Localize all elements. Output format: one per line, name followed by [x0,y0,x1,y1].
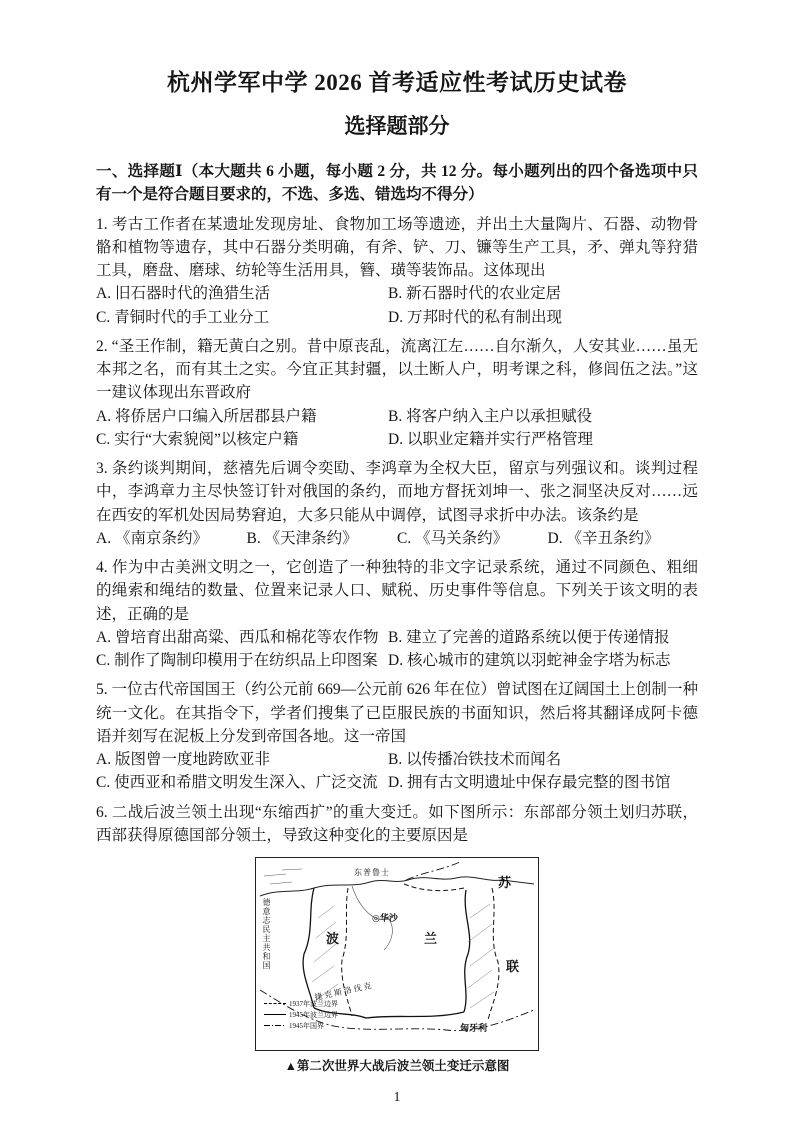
page-number: 1 [393,1090,401,1105]
legend-label: 1945年波兰边界 [289,1010,338,1019]
question-2 [96,335,698,451]
option-a: A. 《南京条约》 [96,529,208,547]
option-a: A. 版图曾一度地跨欧亚非 [96,751,270,768]
option-c: C. 使西亚和希腊文明发生深入、广泛交流 [96,774,378,792]
option-b: B. 将客户纳入主户以承担赋役 [388,407,593,425]
option-a: A. 曾培育出甜高粱、西瓜和棉花等农作物 [96,628,379,646]
map-label-poland-lan: 兰 [424,931,438,946]
section-instructions: 一、选择题Ⅰ（本大题共 6 小题，每小题 2 分，共 12 分。每小题列出的四个备选项中只有一个是符合题目要求的，不选、多选、错选均不得分） [96,163,698,204]
legend-item-1945-national-border [264,1020,338,1031]
option-d: D. 拥有古文明遗址中保存最完整的图书馆 [388,774,671,792]
sea-waves [264,869,302,884]
question-5-options [96,748,698,795]
question-4-options [96,626,698,673]
map-label-poland-bo: 波 [326,931,340,946]
poland-border-1937 [342,884,499,1020]
coastline [260,877,534,896]
legend-line-solid [264,1014,286,1015]
option-a: A. 将侨居户口编入所居郡县户籍 [96,407,317,425]
legend-item-1937-border [264,998,338,1009]
east-prussia-partition [406,862,460,880]
option-b: B. 《天津条约》 [246,529,358,547]
map-label-east-germany: 德意志民主共和国 [262,898,271,970]
option-b: B. 新石器时代的农业定居 [388,285,562,303]
legend-line-dashdot [264,1025,286,1026]
question-4 [96,556,698,672]
legend-item-1945-border [264,1009,338,1020]
question-2-stem: 2. “圣王作制，籍无黄白之别。昔中原丧乱，流离江左……自尔渐久，人安其业……虽无本邦之名，而有其土之实。今宜正其封疆，以土断人户，明考课之科，修闾伍之法。”这一建议体现出东晋政府 [96,337,698,402]
option-c: C. 《马关条约》 [397,529,509,547]
question-5 [96,678,698,794]
question-1-options [96,282,698,329]
option-d: D. 核心城市的建筑以羽蛇神金字塔为标志 [388,652,671,669]
map-label-ussr-su: 苏 [498,875,512,890]
option-d: D. 以职业定籍并实行严格管理 [388,430,593,448]
map-figure [96,857,698,1074]
map-legend [264,998,338,1031]
option-c: C. 实行“大索貌阅”以核定户籍 [96,430,299,448]
section-title: 选择题部分 [344,114,450,138]
question-2-options [96,405,698,452]
option-d: D. 万邦时代的私有制出现 [388,308,562,326]
question-3-options [96,527,698,550]
question-6 [96,801,698,848]
question-5-stem: 5. 一位古代帝国国王（约公元前 669—公元前 626 年在位）曾试图在辽阔国土上创制一种统一文化。在其指令下，学者们搜集了已臣服民族的书面知识，然后将其翻译成阿卡德语并刻写在泥板上分发到帝国各地。这一帝国 [96,681,698,745]
question-4-stem: 4. 作为中古美洲文明之一，它创造了一种独特的非文字记录系统，通过不同颜色、粗细的绳索和绳结的数量、位置来记录人口、赋税、历史事件等信息。下列关于该文明的表述，正确的是 [96,559,698,623]
poland-map [255,857,539,1051]
map-label-czechoslovakia: 捷克斯洛伐克 [313,980,375,1003]
question-1 [96,213,698,329]
option-d: D. 《辛丑条约》 [547,529,660,547]
legend-label: 1937年波兰边界 [289,999,338,1008]
option-a: A. 旧石器时代的渔猎生活 [96,285,270,303]
option-c: C. 青铜时代的手工业分工 [96,308,270,326]
map-label-hungary: 匈牙利 [460,1023,488,1033]
option-b: B. 以传播冶铁技术而闻名 [388,751,562,768]
map-label-east-prussia: 东普鲁士 [354,868,390,877]
map-label-warsaw: ◎华沙 [372,913,398,923]
question-3 [96,457,698,550]
option-b: B. 建立了完善的道路系统以便于传递情报 [388,628,670,646]
page-title: 杭州学军中学 2026 首考适应性考试历史试卷 [167,70,627,95]
option-c: C. 制作了陶制印模用于在纺织品上印图案 [96,652,378,669]
map-label-ussr-lian: 联 [506,959,520,974]
question-6-stem: 6. 二战后波兰领土出现“东缩西扩”的重大变迁。如下图所示：东部部分领土划归苏联，西部获得原德国部分领土，导致这种变化的主要原因是 [96,803,698,844]
question-3-stem: 3. 条约谈判期间，慈禧先后调令奕劻、李鸿章为全权大臣，留京与列强议和。谈判过程中，李鸿章力主尽快签订针对俄国的条约，而地方督抚刘坤一、张之洞坚决反对……远在西安的军机处因局势窘迫，大多只能从中调停，试图寻求折中办法。该条约是 [96,460,698,524]
question-1-stem: 1. 考古工作者在某遗址发现房址、食物加工场等遗迹，并出土大量陶片、石器、动物骨骼和植物等遗存，其中石器分类明确，有斧、铲、刀、镰等生产工具，矛、弹丸等狩猎工具，磨盘、磨球、纺轮等生活用具，簪、璜等装饰品。这体现出 [96,215,698,279]
map-caption: ▲第二次世界大战后波兰领土变迁示意图 [284,1059,510,1073]
legend-label: 1945年国界 [289,1021,324,1030]
legend-line-dashed [264,1003,286,1004]
